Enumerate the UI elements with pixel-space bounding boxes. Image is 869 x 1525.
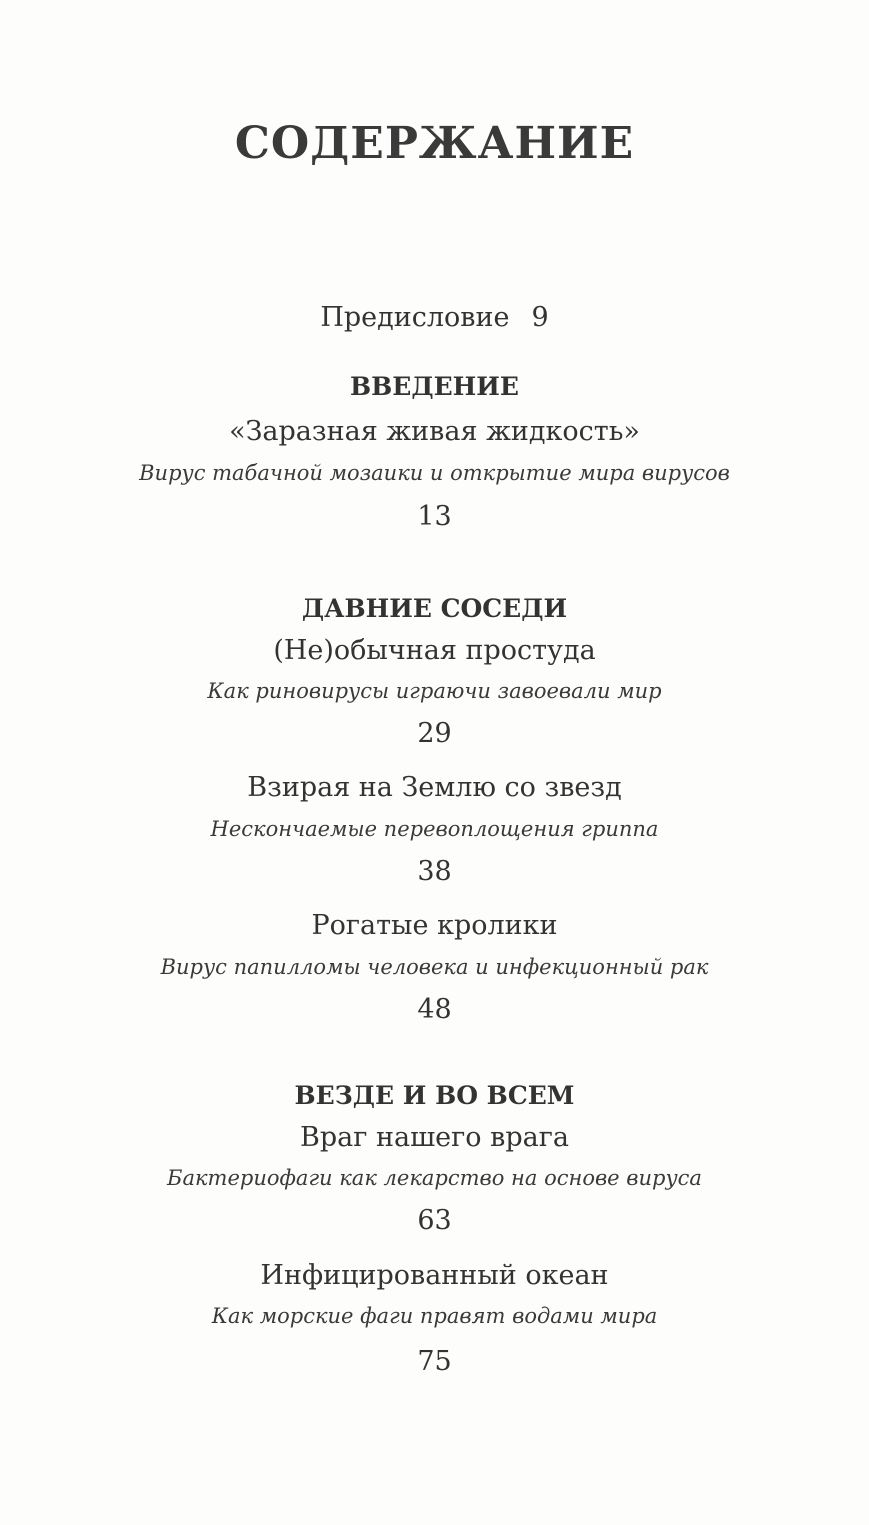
- preface-page-number: 9: [531, 302, 549, 333]
- chapter-page-number: 63: [417, 1205, 452, 1236]
- chapter-subtitle: Нескончаемые перевоплощения гриппа: [210, 817, 659, 841]
- preface-label: Предисловие: [320, 302, 510, 333]
- chapter-title: Рогатые кролики: [311, 910, 558, 941]
- chapter-page-number: 29: [417, 718, 452, 749]
- chapter-subtitle: Вирус папилломы человека и инфекционный рак: [160, 955, 709, 979]
- chapter-subtitle: Бактериофаги как лекарство на основе вируса: [167, 1166, 702, 1190]
- chapter-page-number: 75: [417, 1346, 452, 1377]
- chapter-title: «Заразная живая жидкость»: [229, 416, 640, 447]
- chapter-title: Инфицированный океан: [260, 1260, 609, 1291]
- chapter-title: (Не)обычная простуда: [273, 635, 596, 666]
- chapter-title: Взирая на Землю со звезд: [247, 772, 622, 803]
- page-title: СОДЕРЖАНИЕ: [234, 118, 635, 169]
- chapter-page-number: 48: [417, 994, 452, 1025]
- part-heading: ВВЕДЕНИЕ: [350, 372, 519, 401]
- chapter-page-number: 13: [417, 501, 452, 532]
- chapter-subtitle: Как морские фаги правят водами мира: [211, 1304, 658, 1328]
- chapter-subtitle: Как риновирусы играючи завоевали мир: [207, 679, 662, 703]
- chapter-title: Враг нашего врага: [300, 1122, 569, 1153]
- part-heading: ДАВНИЕ СОСЕДИ: [301, 594, 568, 623]
- part-heading: ВЕЗДЕ И ВО ВСЕМ: [294, 1081, 575, 1110]
- chapter-subtitle: Вирус табачной мозаики и открытие мира вирусов: [139, 461, 730, 485]
- chapter-page-number: 38: [417, 856, 452, 887]
- preface-entry: [0, 304, 869, 331]
